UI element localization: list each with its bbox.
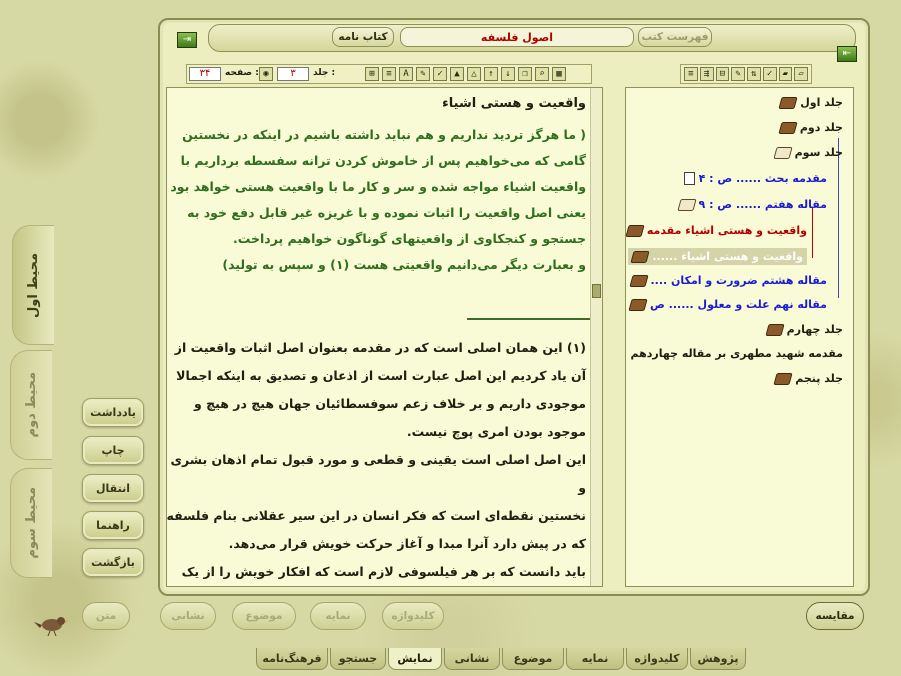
- main-paragraph: [166, 122, 586, 278]
- collapse-right-icon[interactable]: ⇤: [837, 46, 857, 62]
- tab-research[interactable]: پژوهش: [690, 648, 746, 670]
- transfer-button[interactable]: انتقال: [82, 474, 144, 503]
- tree-collapse-icon[interactable]: ⊟: [716, 67, 730, 81]
- footnote-paragraph: [166, 334, 586, 586]
- node-label: جلد پنجم: [795, 372, 843, 385]
- tab-label: محیط دوم: [24, 372, 39, 438]
- tree-toolbar: [680, 64, 812, 84]
- book-closed-icon: [625, 225, 644, 237]
- text-line: آن یاد کردیم این اصل عبارت است از اذعان و تصدیق به اینکه اجمالا: [176, 368, 586, 383]
- table-of-contents-tree[interactable]: [625, 87, 854, 587]
- text-line: و بعبارت دیگر می‌دانیم واقعیتی هست (۱) و سپس به تولید): [222, 257, 586, 272]
- book-closed-icon: [774, 373, 793, 385]
- book-closed-icon: [629, 275, 648, 287]
- text-line: نخستین نقطه‌ای است که فکر انسان در این سیر عقلانی بنام فلسفه: [166, 508, 586, 523]
- tab-keyword[interactable]: کلیدواژه: [626, 648, 688, 670]
- tree-node-intro[interactable]: [684, 172, 827, 185]
- tree-books-icon[interactable]: ▱: [794, 67, 808, 81]
- text-line: موجودی داریم و بر خلاف زعم سوفسطائیان جهان هیچ در هیچ و: [194, 396, 586, 411]
- tab-index[interactable]: نمایه: [566, 648, 624, 670]
- tree-edit-icon[interactable]: ✎: [731, 67, 745, 81]
- node-label: مقدمه بحث ...... ص : ۴: [698, 172, 827, 185]
- topic-button[interactable]: موضوع: [232, 602, 296, 630]
- tab-environment-1[interactable]: [12, 225, 54, 345]
- bird-icon: [34, 612, 70, 636]
- scroll-thumb[interactable]: [592, 284, 601, 298]
- node-label: جلد دوم: [799, 121, 843, 134]
- search-icon[interactable]: ⌕: [535, 67, 549, 81]
- book-closed-icon: [765, 324, 784, 336]
- zoom-out-icon[interactable]: △: [467, 67, 481, 81]
- go-page-icon[interactable]: ◉: [259, 67, 273, 81]
- bookname-button[interactable]: کتاب نامه: [332, 27, 394, 47]
- back-button[interactable]: بازگشت: [82, 548, 144, 577]
- tree-node-volume-4[interactable]: [767, 323, 843, 336]
- page-label: صفحه :: [225, 68, 259, 78]
- node-label: مقاله نهم علت و معلول ...... ص: [650, 298, 827, 311]
- tree-node-volume-1[interactable]: [780, 96, 843, 109]
- tree-node-reality-selected[interactable]: [628, 248, 807, 265]
- book-closed-icon: [778, 122, 797, 134]
- tree-line: [838, 138, 839, 298]
- text-pane[interactable]: [166, 87, 603, 587]
- tab-address[interactable]: نشانی: [444, 648, 500, 670]
- text-line: که در پیش دارد آنرا مبدا و آغاز حرکت خویش قرار می‌دهد.: [228, 536, 586, 551]
- text-line: گامی که می‌خواهیم پس از خاموش کردن ترانه سفسطه برداریم با: [180, 153, 586, 168]
- tree-sort-icon[interactable]: ⇅: [747, 67, 761, 81]
- page-field[interactable]: ۳۴: [189, 67, 221, 81]
- text-line: باید دانست که بر هر فیلسوفی لازم است که افکار خویش را از یک: [181, 564, 586, 579]
- node-label: واقعیت و هستی اشیاء مقدمه: [646, 224, 807, 237]
- book-closed-icon: [628, 299, 647, 311]
- footnote-divider: [467, 318, 593, 320]
- tab-topic[interactable]: موضوع: [502, 648, 564, 670]
- text-line: موجود بودن امری پوچ نیست.: [406, 424, 586, 439]
- node-label: مقاله هشتم ضرورت و امکان ....: [650, 274, 827, 287]
- tree-node-reality-intro[interactable]: [627, 224, 807, 237]
- text-line: واقعیت اشیاء مواجه شده و سر و کار ما با واقعیت هستی خواهد بود: [170, 179, 586, 194]
- tree-line: [812, 208, 813, 258]
- node-label: جلد سوم: [794, 146, 843, 159]
- index-button[interactable]: نمایه: [310, 602, 366, 630]
- print-button[interactable]: چاپ: [82, 436, 144, 465]
- text-line: یعنی اصل واقعیت را اثبات نموده و با غریزه غیر قابل دفع خود به: [187, 205, 586, 220]
- tab-label: محیط سوم: [24, 487, 39, 559]
- highlight-icon[interactable]: ✎: [416, 67, 430, 81]
- tree-node-article-7[interactable]: [679, 198, 827, 211]
- up-icon[interactable]: ↑: [484, 67, 498, 81]
- font-icon[interactable]: A: [399, 67, 413, 81]
- address-button[interactable]: نشانی: [160, 602, 216, 630]
- text-button[interactable]: متن: [82, 602, 130, 630]
- book-closed-icon: [779, 97, 798, 109]
- tab-display[interactable]: نمایش: [388, 648, 442, 670]
- text-line: (۱) این همان اصلی است که در مقدمه بعنوان اصل اثبات واقعیت از: [174, 340, 586, 355]
- node-label: مقدمه شهید مطهری بر مقاله چهاردهم: [630, 347, 843, 360]
- tree-node-volume-3[interactable]: [775, 146, 843, 159]
- tree-list-icon[interactable]: ≡: [684, 67, 698, 81]
- tree-indent-icon[interactable]: ⇶: [700, 67, 714, 81]
- note-button[interactable]: یادداشت: [82, 398, 144, 427]
- book-open-icon: [677, 199, 696, 211]
- volume-label: جلد :: [313, 68, 336, 78]
- down-icon[interactable]: ↓: [501, 67, 515, 81]
- tree-mark-icon[interactable]: ✓: [763, 67, 777, 81]
- tree-book-icon[interactable]: ▰: [779, 67, 793, 81]
- text-line: این اصل اصلی است یقینی و قطعی و مورد قبول تمام اذهان بشری و: [170, 452, 586, 495]
- text-scrollbar[interactable]: [590, 88, 602, 586]
- tab-search[interactable]: جستجو: [330, 648, 386, 670]
- tree-node-volume-2[interactable]: [780, 121, 843, 134]
- align-icon[interactable]: ≡: [382, 67, 396, 81]
- tree-node-article-9[interactable]: [630, 298, 827, 311]
- node-label: واقعیت و هستی اشیاء ......: [652, 250, 803, 263]
- tree-node-motahari-intro[interactable]: [625, 347, 843, 360]
- document-icon: [684, 172, 695, 185]
- tree-node-volume-5[interactable]: [775, 372, 843, 385]
- node-label: مقاله هفتم ...... ص : ۹: [698, 198, 827, 211]
- section-heading: واقعیت و هستی اشیاء: [442, 96, 586, 111]
- mark-icon[interactable]: ✓: [433, 67, 447, 81]
- node-label: جلد اول: [800, 96, 843, 109]
- book-open-icon: [773, 147, 792, 159]
- document-icon: [625, 347, 626, 360]
- tab-dictionary[interactable]: فرهنگ‌نامه: [256, 648, 328, 670]
- book-title-field: اصول فلسفه: [400, 27, 634, 47]
- book-list-button[interactable]: فهرست کتب: [638, 27, 712, 47]
- book-closed-icon: [631, 251, 650, 263]
- text-toolbar: [186, 64, 592, 84]
- tree-node-article-8[interactable]: [631, 274, 828, 287]
- text-line: جستجو و کنجکاوی از واقعیتهای گوناگون خواهیم پرداخت.: [233, 231, 586, 246]
- grid-icon[interactable]: ▦: [552, 67, 566, 81]
- tab-label: محیط اول: [26, 252, 41, 318]
- compare-button[interactable]: مقایسه: [806, 602, 864, 630]
- zoom-in-icon[interactable]: ▲: [450, 67, 464, 81]
- bookmark-icon[interactable]: ⊞: [365, 67, 379, 81]
- keyword-button[interactable]: کلیدواژه: [382, 602, 444, 630]
- node-label: جلد چهارم: [786, 323, 843, 336]
- text-line: ( ما هرگز تردید نداریم و هم نباید داشته باشیم در اینکه در نخستین: [182, 127, 586, 142]
- collapse-left-icon[interactable]: ⇥: [177, 32, 197, 48]
- volume-field[interactable]: ۳: [277, 67, 309, 81]
- help-button[interactable]: راهنما: [82, 511, 144, 540]
- copy-icon[interactable]: ❐: [518, 67, 532, 81]
- tab-environment-2[interactable]: [10, 350, 52, 460]
- tab-environment-3[interactable]: [10, 468, 52, 578]
